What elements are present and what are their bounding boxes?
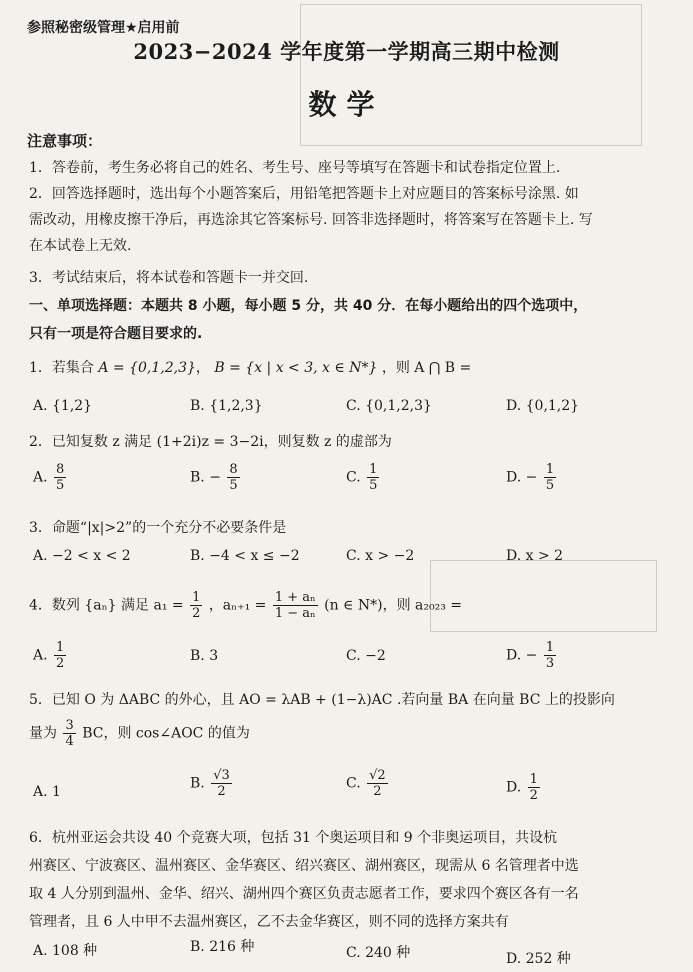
q1-set-b: B = {x | x < 3, x ∈ N*}	[214, 360, 378, 376]
question-1-stem: 1．若集合 A = {0,1,2,3}， B = {x | x < 3, x ∈ N*} ，则 A ⋂ B =	[29, 360, 472, 376]
q2-d-num: 1	[545, 462, 555, 477]
q4-d-num: 1	[545, 640, 555, 655]
question-6-line-1: 6．杭州亚运会共设 40 个竞赛大项，包括 31 个奥运项目和 9 个非奥运项目，共设杭	[29, 830, 558, 846]
q5-c-den: 2	[373, 784, 382, 799]
q2-c-label: C.	[346, 469, 361, 486]
q1-option-c: C. {0,1,2,3}	[346, 398, 432, 414]
q1-set-a: A = {0,1,2,3}	[98, 360, 196, 376]
confidential-label: 参照秘密级管理★启用前	[27, 20, 180, 36]
q5-b-den: 2	[217, 784, 226, 799]
q4-a-num: 1	[56, 640, 65, 655]
question-6-line-4: 管理者，且 6 人中甲不去温州赛区，乙不去金华赛区，则不同的选择方案共有	[29, 914, 509, 930]
q5-d-den: 2	[529, 788, 538, 803]
q4-a-label: A.	[33, 647, 48, 664]
q2-a-label: A.	[33, 469, 48, 486]
q3-option-d: D. x > 2	[506, 548, 564, 564]
q5-proj-num: 3	[65, 718, 74, 733]
q2-c-fraction	[367, 462, 379, 493]
q2-option-a	[33, 462, 68, 493]
question-6-line-2: 州赛区、宁波赛区、温州赛区、金华赛区、绍兴赛区、湖州赛区，现需从 6 名管理者中选	[29, 858, 579, 874]
note-line-1: 1．答卷前，考生务必将自己的姓名、考生号、座号等填写在答题卡和试卷指定位置上.	[29, 160, 561, 176]
q2-option-c	[346, 462, 381, 493]
exam-subject: 数学	[308, 88, 385, 121]
q4-option-d	[506, 640, 558, 671]
q5-option-d	[506, 772, 542, 803]
q6-option-b: B. 216 种	[190, 939, 255, 955]
q2-d-fraction	[544, 462, 556, 493]
q5-b-num: √3	[213, 768, 230, 783]
q4-recursion-fraction	[273, 590, 318, 621]
q1-suffix: ，则 A ⋂ B =	[381, 360, 472, 376]
question-4-stem	[29, 590, 669, 621]
note-line-3: 需改动，用橡皮擦干净后，再选涂其它答案标号. 回答非选择题时，将答案写在答题卡上. 写	[29, 212, 593, 228]
q4-rec-num: 1 + aₙ	[274, 590, 316, 605]
exam-title: 2023−2024 学年度第一学期高三期中检测	[133, 39, 560, 64]
q4-d-den: 3	[545, 656, 555, 671]
q2-d-label: D. −	[506, 469, 538, 486]
q5-b-label: B.	[190, 775, 205, 792]
q5-d-num: 1	[529, 772, 538, 787]
q5-d-fraction	[528, 772, 540, 803]
q4-a-fraction	[54, 640, 66, 671]
q5-c-num: √2	[369, 768, 386, 783]
q5-d-label: D.	[506, 779, 522, 796]
q4-d-fraction	[544, 640, 556, 671]
q5-c-label: C.	[346, 775, 361, 792]
q4-prefix: 4．数列 {aₙ} 满足 a₁ =	[29, 597, 184, 614]
q4-a1-den: 2	[192, 606, 201, 621]
q3-option-c: C. x > −2	[346, 548, 415, 564]
q4-a1-num: 1	[192, 590, 201, 605]
q2-d-den: 5	[545, 478, 555, 493]
q2-c-den: 5	[369, 478, 378, 493]
q2-b-fraction	[227, 462, 239, 493]
q3-option-b: B. −4 < x ≤ −2	[190, 548, 300, 564]
note-line-4: 在本试卷上无效.	[29, 238, 132, 254]
section-heading-line-2: 只有一项是符合题目要求的.	[29, 326, 203, 342]
q5-option-a: A. 1	[33, 784, 61, 800]
note-line-5: 3．考试结束后，将本试卷和答题卡一并交回.	[29, 270, 309, 286]
q2-b-den: 5	[229, 478, 238, 493]
q5-projection-fraction	[63, 718, 75, 749]
q5-option-b	[190, 768, 234, 799]
notes-heading: 注意事项：	[27, 132, 103, 150]
q2-c-num: 1	[369, 462, 378, 477]
q2-b-num: 8	[229, 462, 238, 477]
q4-d-label: D. −	[506, 647, 538, 664]
q6-option-d: D. 252 种	[506, 951, 571, 967]
q5-suffix: BC，则 cos∠AOC 的值为	[82, 725, 250, 742]
q5-proj-den: 4	[65, 734, 74, 749]
q5-c-fraction	[367, 768, 388, 799]
q4-option-a	[33, 640, 68, 671]
q4-option-b: B. 3	[190, 648, 219, 664]
q1-option-a: A. {1,2}	[33, 398, 93, 414]
q2-a-fraction	[54, 462, 66, 493]
q4-suffix: (n ∈ N*)，则 a₂₀₂₃ =	[324, 597, 463, 614]
q4-a-den: 2	[56, 656, 65, 671]
q6-option-a: A. 108 种	[33, 943, 98, 959]
q4-option-c: C. −2	[346, 648, 386, 664]
q4-rec-den: 1 − aₙ	[274, 606, 316, 621]
question-5-line-2	[29, 718, 669, 749]
q2-a-num: 8	[56, 462, 65, 477]
q2-option-d	[506, 462, 558, 493]
q4-a1-fraction	[190, 590, 202, 621]
q1-option-b: B. {1,2,3}	[190, 398, 263, 414]
section-heading-line-1: 一、单项选择题：本题共 8 小题，每小题 5 分，共 40 分．在每小题给出的四个选项中，	[29, 298, 588, 314]
question-5-line-1: 5．已知 O 为 ΔABC 的外心，且 AO = λAB + (1−λ)AC .若向量 BA 在向量 BC 上的投影向	[29, 692, 615, 708]
q3-option-a: A. −2 < x < 2	[33, 548, 131, 564]
q1-option-d: D. {0,1,2}	[506, 398, 580, 414]
question-2-stem: 2．已知复数 z 满足 (1+2i)z = 3−2i，则复数 z 的虚部为	[29, 434, 392, 450]
q4-mid: ，aₙ₊₁ =	[208, 597, 267, 614]
q5-b-fraction	[211, 768, 232, 799]
q5-option-c	[346, 768, 390, 799]
q1-prefix: 1．若集合	[29, 360, 94, 376]
q5-prefix: 量为	[29, 725, 57, 742]
q2-b-label: B. −	[190, 469, 221, 486]
q6-option-c: C. 240 种	[346, 945, 411, 961]
q2-a-den: 5	[56, 478, 65, 493]
note-line-2: 2．回答选择题时，选出每个小题答案后，用铅笔把答题卡上对应题目的答案标号涂黑. 如	[29, 186, 579, 202]
question-6-line-3: 取 4 人分别到温州、金华、绍兴、湖州四个赛区负责志愿者工作，要求四个赛区各有一名	[29, 886, 579, 902]
q2-option-b	[190, 462, 242, 493]
question-3-stem: 3．命题“|x|>2”的一个充分不必要条件是	[29, 520, 287, 536]
